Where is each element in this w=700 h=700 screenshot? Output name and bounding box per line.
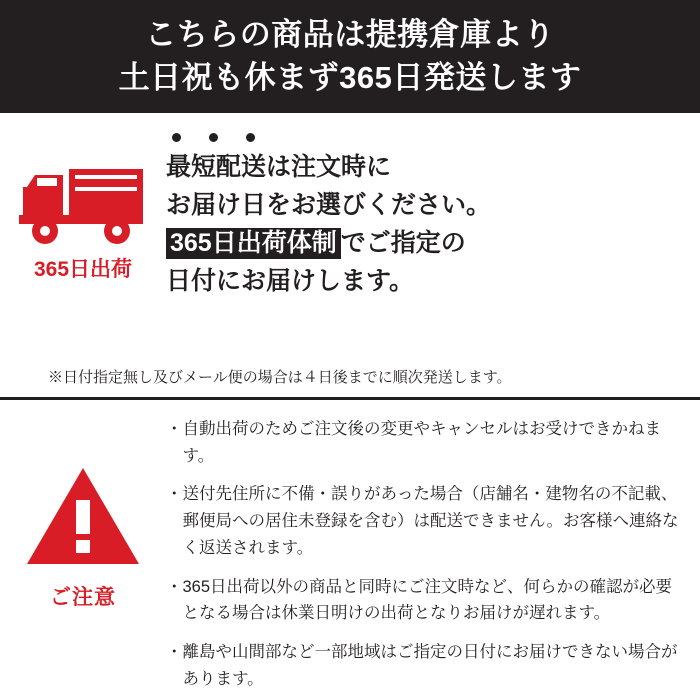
delivery-truck-icon — [17, 161, 149, 247]
bullet-mark: ・ — [166, 420, 183, 438]
delivery-line-1: 最短配送は注文時に — [166, 153, 392, 181]
list-item — [166, 639, 684, 692]
list-item — [166, 574, 684, 627]
header-line-1: こちらの商品は提携倉庫より — [145, 16, 555, 52]
bullet-mark: ・ — [166, 485, 183, 504]
warning-block — [0, 412, 166, 700]
dot-3 — [246, 133, 255, 142]
bullet-text: 送付先住所に不備・誤りがあった場合（店舗名・建物名の不記載、郵便局への居住未登録を含む）は配送できません。お客様へ連絡なく返送されます。 — [182, 485, 679, 557]
banner-header — [0, 0, 700, 113]
caution-section — [0, 400, 700, 700]
delivery-text-block — [166, 131, 700, 300]
highlight-365-system: 365日出荷体制 — [166, 228, 341, 259]
warning-triangle-icon — [24, 464, 142, 573]
dot-2 — [209, 133, 218, 142]
truck-block — [0, 131, 166, 283]
bullet-text: 自動出荷のためご注文後の変更やキャンセルはお受けできかねます。 — [182, 420, 661, 465]
bullet-text: 離島や山間部など一部地域はご指定の日付にお届けできない場合があります。 — [182, 643, 678, 688]
delivery-line-2: お届け日をお選びください。 — [166, 191, 492, 219]
decorative-dots — [172, 133, 682, 142]
list-item — [166, 416, 684, 469]
delivery-line-3-rest: でご指定の — [340, 229, 466, 257]
bullet-mark: ・ — [166, 643, 183, 662]
warning-caption: ご注意 — [50, 586, 116, 609]
delivery-line-4: 日付にお届けします。 — [166, 267, 415, 295]
bullet-mark: ・ — [166, 577, 183, 596]
bullet-text: 365日出荷以外の商品と同時にご注文時など、何らかの確認が必要となる場合は休業日明けの出荷となりお届けが遅れます。 — [182, 577, 673, 623]
list-item — [166, 481, 684, 561]
truck-caption: 365日出荷 — [33, 258, 133, 281]
caution-list — [166, 412, 700, 700]
delivery-line-3 — [166, 224, 682, 262]
delivery-section — [0, 113, 700, 400]
header-line-2: 土日祝も休まず365日発送します — [118, 59, 582, 95]
dot-1 — [172, 133, 181, 142]
delivery-note: ※日付指定無し及びメール便の場合は４日後までに順次発送します。 — [48, 368, 512, 386]
